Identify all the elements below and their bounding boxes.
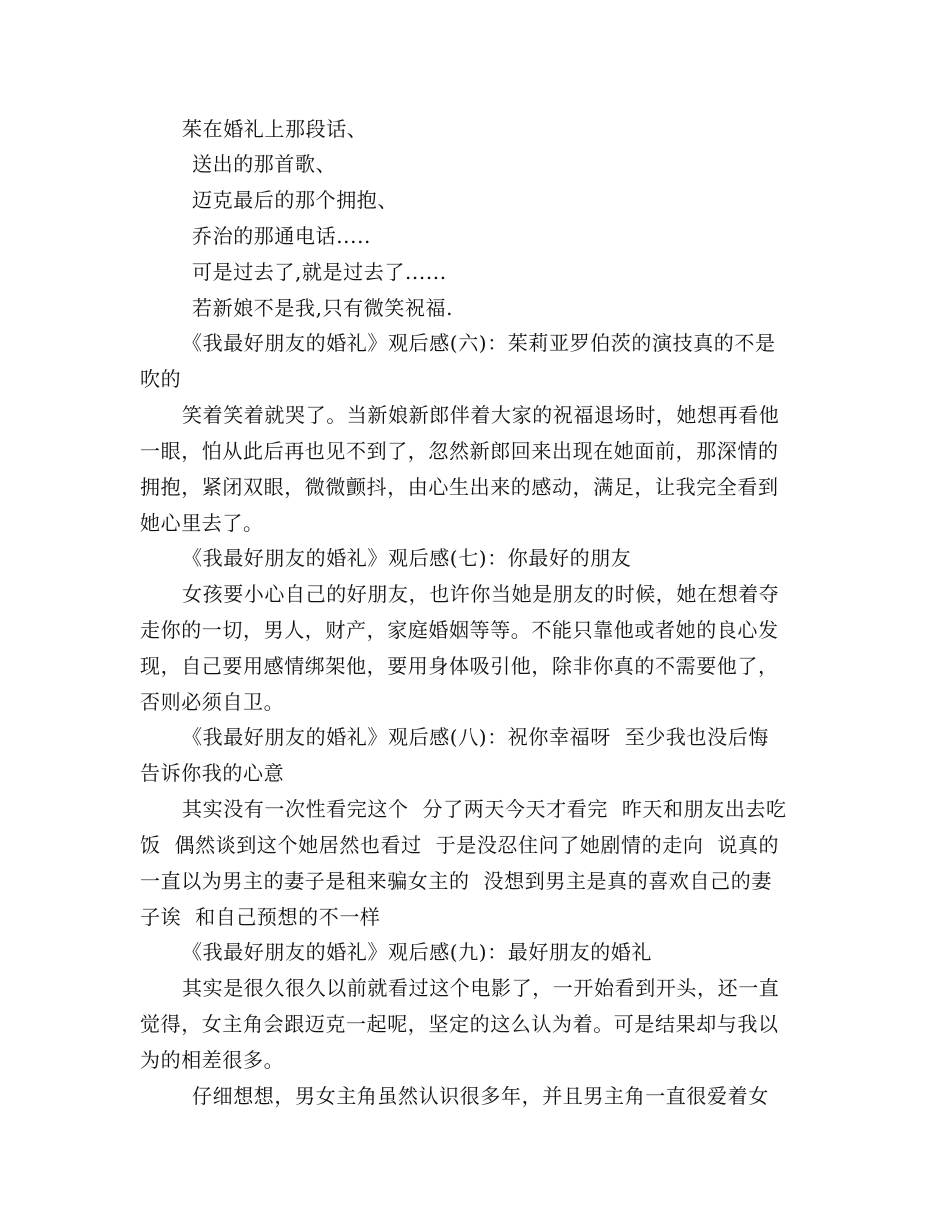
text-line: 笑着笑着就哭了。当新娘新郎伴着大家的祝福退场时，她想再看他 (182, 403, 780, 427)
text-line: 仔细想想，男女主角虽然认识很多年，并且男主角一直很爱着女 (192, 1084, 769, 1108)
text-line: 其实是很久很久以前就看过这个电影了，一开始看到开头，还一直 (182, 976, 780, 1000)
text-line: 走你的一切，男人，财产，家庭婚姻等等。不能只靠他或者她的良心发 (140, 618, 779, 642)
text-line: 否则必须自卫。 (140, 690, 285, 714)
text-line: 吹的 (140, 367, 182, 391)
text-line: 现，自己要用感情绑架他，要用身体吸引他，除非你真的不需要他了， (140, 654, 779, 678)
text-line: 一眼，怕从此后再也见不到了，忽然新郎回来出现在她面前，那深情的 (140, 439, 779, 463)
text-line: 拥抱，紧闭双眼，微微颤抖，由心生出来的感动，满足，让我完全看到 (140, 475, 779, 499)
text-line: 可是过去了,就是过去了...... (192, 260, 447, 284)
section-heading: 《我最好朋友的婚礼》观后感(七)：你最好的朋友 (182, 546, 632, 570)
text-line: 女孩要小心自己的好朋友，也许你当她是朋友的时候，她在想着夺 (182, 582, 780, 606)
text-line: 送出的那首歌、 (192, 152, 337, 176)
text-line: 子诶 和自己预想的不一样 (140, 905, 381, 929)
text-line: 若新娘不是我,只有微笑祝福. (192, 296, 454, 320)
text-line: 觉得，女主角会跟迈克一起呢，坚定的这么认为着。可是结果却与我以 (140, 1012, 779, 1036)
text-line: 迈克最后的那个拥抱、 (192, 188, 398, 212)
text-line: 饭 偶然谈到这个她居然也看过 于是没忍住问了她剧情的走向 说真的 (140, 833, 780, 857)
text-line: 她心里去了。 (140, 511, 264, 535)
text-line: 乔治的那通电话..... (192, 224, 371, 248)
section-heading: 《我最好朋友的婚礼》观后感(九)：最好朋友的婚礼 (182, 940, 653, 964)
text-line: 告诉你我的心意 (140, 761, 285, 785)
text-line: 为的相差很多。 (140, 1048, 285, 1072)
text-line: 一直以为男主的妻子是租来骗女主的 没想到男主是真的喜欢自己的妻 (140, 869, 772, 893)
text-line: 茱在婚礼上那段话、 (182, 117, 368, 141)
section-heading: 《我最好朋友的婚礼》观后感(六)：茱莉亚罗伯茨的演技真的不是 (182, 331, 776, 355)
section-heading: 《我最好朋友的婚礼》观后感(八)：祝你幸福呀 至少我也没后悔 (182, 725, 769, 749)
text-line: 其实没有一次性看完这个 分了两天今天才看完 昨天和朋友出去吃 (182, 797, 787, 821)
